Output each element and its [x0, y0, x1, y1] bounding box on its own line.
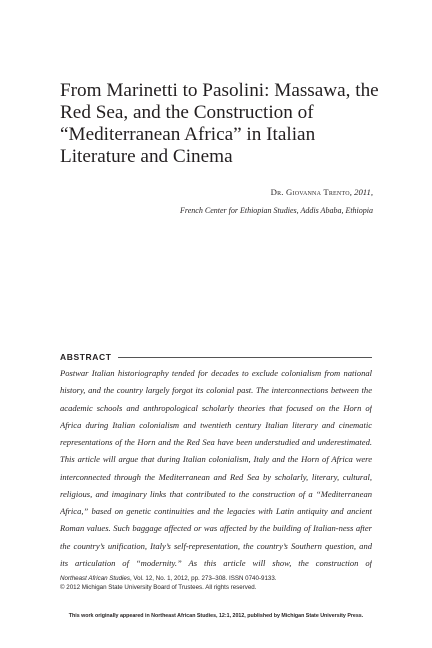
- abstract-header: [60, 352, 372, 362]
- abstract-heading: ABSTRACT: [60, 352, 112, 362]
- journal-name: Northeast African Studies: [60, 575, 130, 582]
- abstract-rule: [118, 357, 372, 358]
- article-title: From Marinetti to Pasolini: Massawa, the Red Sea, and the Construction of “Mediterranean Africa” in Italian Literature and Cinema: [60, 80, 379, 167]
- reprint-notice: This work originally appeared in Northeast African Studies, 12:1, 2012, published by Michigan State University Press.: [68, 613, 364, 619]
- copyright-line: © 2012 Michigan State University Board of Trustees. All rights reserved.: [60, 583, 257, 591]
- author-affiliation: French Center for Ethiopian Studies, Addis Ababa, Ethiopia: [180, 206, 373, 215]
- author-line: [271, 187, 373, 197]
- publication-footnote: [60, 575, 380, 592]
- citation-line: [60, 575, 380, 584]
- author-name: Dr. Giovanna Trento: [270, 187, 350, 197]
- citation-details: , Vol. 12, No. 1, 2012, pp. 273–308. ISSN 0740-9133.: [129, 575, 277, 582]
- abstract-text: Postwar Italian historiography tended for decades to exclude colonialism from national history, and the country largely forgot its colonial past. The interconnections between the academic schools and anthropological scholarly theories that focused on the Horn of Africa during Italian colonialism and twentieth century Italian literary and cinematic representations of the Horn and the Red Sea have been understudied and underestimated. This article will argue that during Italian colonialism, Italy and the Horn of Africa were interconnected through the Mediterranean and Red Sea by scholarly, literary, cultural, religious, and imaginary links that contributed to the construction of a “Mediterranean Africa,” based on genetic continuities and the legacies with Latin antiquity and ancient Roman values. Such baggage affected or was affected by the building of Italian-ness after the country’s unification, Italy’s self-representation, the country’s Southern question, and its articulation of “modernity.” As this article will show, the construction of: [60, 368, 372, 568]
- author-year: , 2011,: [349, 187, 373, 197]
